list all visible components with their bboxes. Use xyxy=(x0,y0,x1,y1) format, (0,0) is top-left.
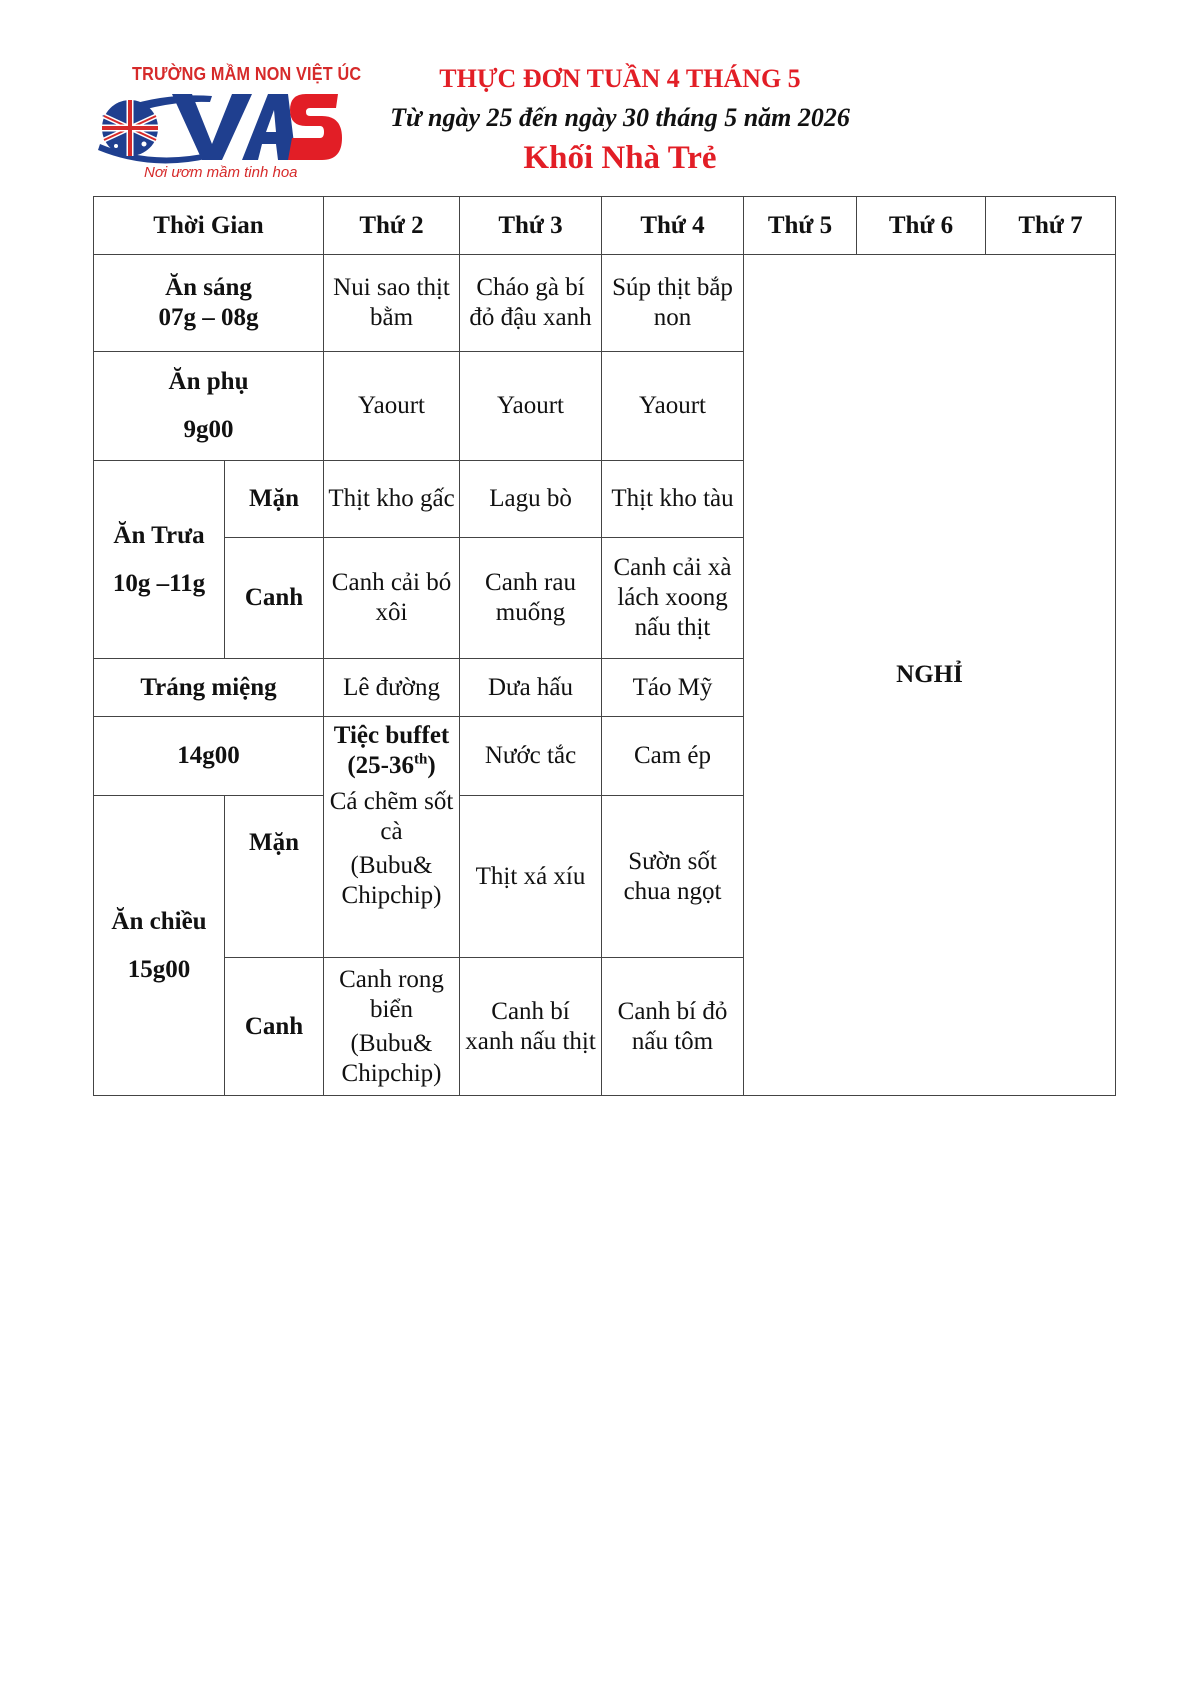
header-fri: Thứ 6 xyxy=(857,197,986,255)
logo-school-name: TRƯỜNG MẦM NON VIỆT ÚC xyxy=(132,64,362,84)
dinner-canh-mon-note: (Bubu& Chipchip) xyxy=(341,1029,442,1087)
lunch-man-label: Mặn xyxy=(225,461,324,538)
lunch-canh-mon: Canh cải bó xôi xyxy=(324,538,460,659)
logo-slogan: Nơi ươm mầm tinh hoa xyxy=(144,164,298,181)
lunch-man-mon: Thịt kho gấc xyxy=(324,461,460,538)
afternoon-dinner-mon xyxy=(324,717,460,958)
day-off-cell: NGHỈ xyxy=(744,255,1116,1096)
lunch-time: 10g –11g xyxy=(112,569,206,597)
dinner-canh-mon: Canh rong biển xyxy=(339,965,444,1023)
table-header-row xyxy=(94,197,1116,255)
row-label-snack xyxy=(94,352,324,461)
dinner-man-tue: Thịt xá xíu xyxy=(460,796,602,958)
row-label-dinner xyxy=(94,796,225,1096)
header-tue: Thứ 3 xyxy=(460,197,602,255)
afternoon-snack-label: 14g00 xyxy=(94,717,324,796)
dessert-label: Tráng miệng xyxy=(94,659,324,717)
lunch-canh-label: Canh xyxy=(225,538,324,659)
table-row-breakfast xyxy=(94,255,1116,352)
lunch-canh-wed: Canh cải xà lách xoong nấu thịt xyxy=(602,538,744,659)
breakfast-mon: Nui sao thịt bằm xyxy=(324,255,460,352)
header-sat: Thứ 7 xyxy=(986,197,1116,255)
snack-mon: Yaourt xyxy=(324,352,460,461)
dinner-man-wed: Sườn sốt chua ngọt xyxy=(602,796,744,958)
dessert-wed: Táo Mỹ xyxy=(602,659,744,717)
snack-wed: Yaourt xyxy=(602,352,744,461)
buffet-age-range: (25-36th) xyxy=(347,751,436,779)
lunch-canh-tue: Canh rau muống xyxy=(460,538,602,659)
lunch-man-wed: Thịt kho tàu xyxy=(602,461,744,538)
row-label-lunch xyxy=(94,461,225,659)
afternoon-snack-wed: Cam ép xyxy=(602,717,744,796)
header-thu: Thứ 5 xyxy=(744,197,857,255)
header-mon: Thứ 2 xyxy=(324,197,460,255)
dinner-man-label: Mặn xyxy=(225,796,324,958)
dinner-man-mon-note: (Bubu& Chipchip) xyxy=(341,852,442,909)
lunch-label: Ăn Trưa xyxy=(113,521,205,549)
dinner-man-mon: Cá chẽm sốt cà xyxy=(329,788,454,845)
row-label-breakfast xyxy=(94,255,324,352)
breakfast-tue: Cháo gà bí đỏ đậu xanh xyxy=(460,255,602,352)
dinner-canh-tue: Canh bí xanh nấu thịt xyxy=(460,958,602,1096)
group-name: Khối Nhà Trẻ xyxy=(523,140,717,176)
snack-tue: Yaourt xyxy=(460,352,602,461)
dessert-tue: Dưa hấu xyxy=(460,659,602,717)
dinner-label: Ăn chiều xyxy=(111,907,207,935)
snack-label: Ăn phụ xyxy=(168,368,249,395)
buffet-party: Tiệc buffet xyxy=(333,722,450,749)
dinner-canh-wed: Canh bí đỏ nấu tôm xyxy=(602,958,744,1096)
dinner-canh-label: Canh xyxy=(225,958,324,1096)
dinner-canh-mon-cell xyxy=(324,958,460,1096)
snack-time: 9g00 xyxy=(183,416,234,443)
lunch-man-tue: Lagu bò xyxy=(460,461,602,538)
breakfast-wed: Súp thịt bắp non xyxy=(602,255,744,352)
dessert-mon: Lê đường xyxy=(324,659,460,717)
date-range: Từ ngày 25 đến ngày 30 tháng 5 năm 2026 xyxy=(390,103,850,132)
header-time: Thời Gian xyxy=(94,197,324,255)
menu-title: THỰC ĐƠN TUẦN 4 THÁNG 5 xyxy=(439,64,801,93)
weekly-menu-table xyxy=(93,196,1116,1096)
dinner-time: 15g00 xyxy=(127,955,191,983)
breakfast-time: 07g – 08g xyxy=(158,304,259,331)
header-wed: Thứ 4 xyxy=(602,197,744,255)
breakfast-label: Ăn sáng xyxy=(165,274,252,301)
afternoon-snack-tue: Nước tắc xyxy=(460,717,602,796)
